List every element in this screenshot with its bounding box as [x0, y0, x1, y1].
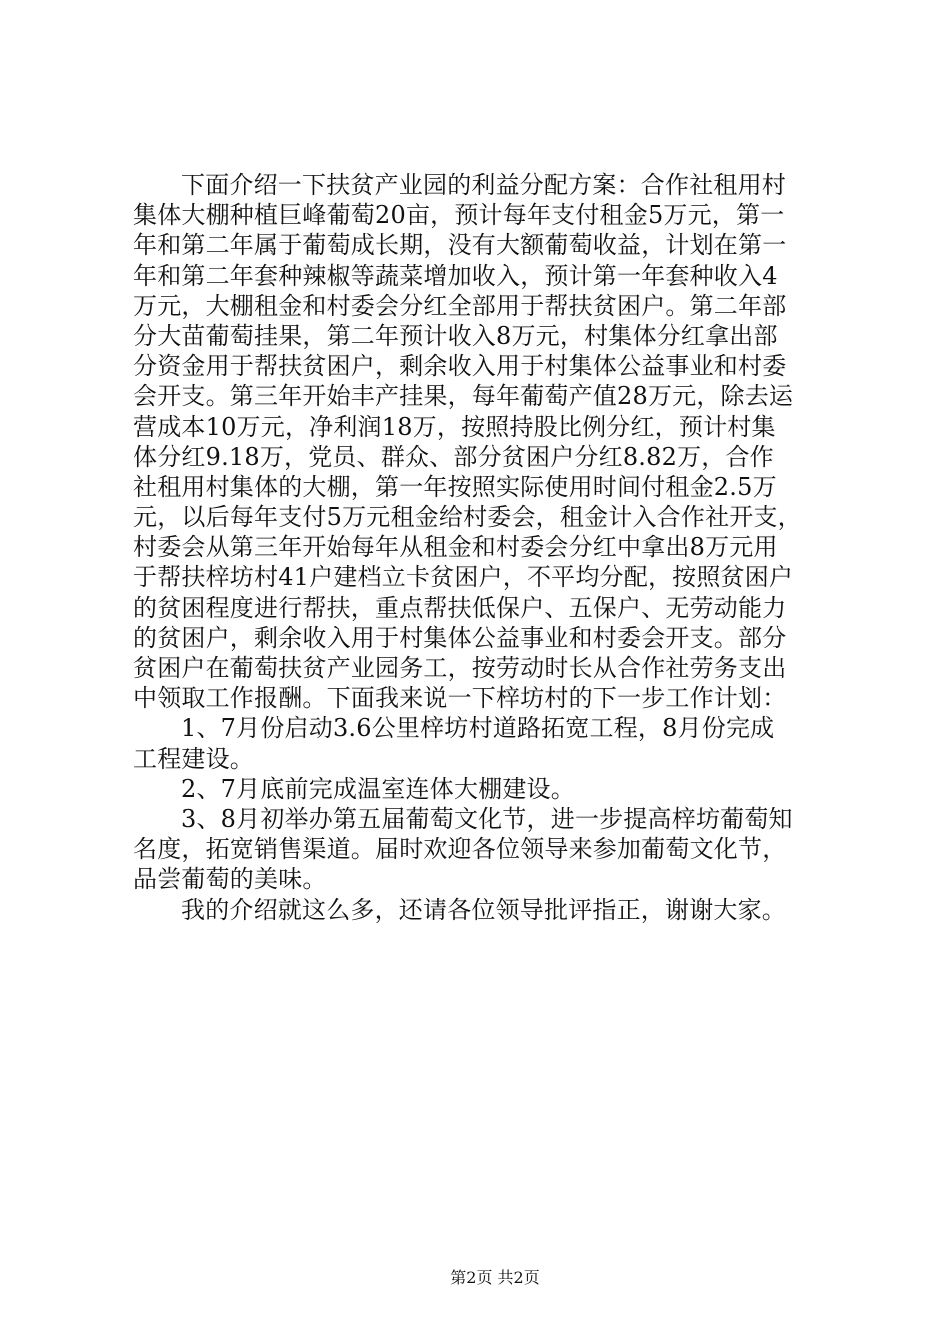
paragraph-line: 于帮扶梓坊村41户建档立卡贫困户，不平均分配，按照贫困户	[133, 563, 794, 592]
plan-item-2-line: 2、7月底前完成温室连体大棚建设。	[181, 774, 575, 803]
paragraph-line: 分大苗葡萄挂果，第二年预计收入8万元，村集体分红拿出部	[133, 321, 778, 350]
paragraph-line: 的贫困程度进行帮扶，重点帮扶低保户、五保户、无劳动能力	[133, 593, 787, 622]
closing-line: 我的介绍就这么多，还请各位领导批评指正，谢谢大家。	[181, 895, 786, 924]
paragraph-line: 贫困户在葡萄扶贫产业园务工，按劳动时长从合作社劳务支出	[133, 654, 787, 682]
plan-item-3-continuation: 名度，拓宽销售渠道。届时欢迎各位领导来参加葡萄文化节，	[133, 835, 787, 864]
paragraph-line: 社租用村集体的大棚，第一年按照实际使用时间付租金2.5万	[133, 472, 777, 501]
paragraph-line: 营成本10万元，净利润18万，按照持股比例分红，预计村集	[133, 412, 776, 441]
paragraph-line: 体分红9.18万，党员、群众、部分贫困户分红8.82万，合作	[133, 442, 774, 471]
document-body	[133, 170, 833, 925]
paragraph-line: 年和第二年套种辣椒等蔬菜增加收入，预计第一年套种收入4	[133, 261, 778, 290]
paragraph-line: 年和第二年属于葡萄成长期，没有大额葡萄收益，计划在第一	[133, 231, 787, 260]
paragraph-profit-distribution-line: 下面介绍一下扶贫产业园的利益分配方案：合作社租用村	[181, 171, 786, 199]
plan-item-1-continuation: 工程建设。	[133, 744, 254, 773]
paragraph-line: 集体大棚种植巨峰葡萄20亩，预计每年支付租金5万元，第一	[133, 201, 785, 230]
paragraph-line: 分资金用于帮扶贫困户，剩余收入用于村集体公益事业和村委	[133, 352, 787, 381]
paragraph-line: 的贫困户，剩余收入用于村集体公益事业和村委会开支。部分	[133, 623, 787, 652]
paragraph-line: 会开支。第三年开始丰产挂果，每年葡萄产值28万元，除去运	[133, 382, 794, 411]
plan-item-3-continuation: 品尝葡萄的美味。	[133, 865, 327, 894]
paragraph-line: 村委会从第三年开始每年从租金和村委会分红中拿出8万元用	[133, 533, 778, 562]
paragraph-line: 万元，大棚租金和村委会分红全部用于帮扶贫困户。第二年部	[133, 291, 787, 320]
plan-item-3-line: 3、8月初举办第五届葡萄文化节，进一步提高梓坊葡萄知	[181, 804, 793, 833]
plan-item-1-line: 1、7月份启动3.6公里梓坊村道路拓宽工程，8月份完成	[181, 714, 775, 743]
paragraph-line: 元，以后每年支付5万元租金给村委会，租金计入合作社开支，	[133, 503, 802, 532]
paragraph-line: 中领取工作报酬。下面我来说一下梓坊村的下一步工作计划：	[133, 684, 787, 713]
page-number-footer: 第2页 共2页	[450, 1268, 540, 1287]
